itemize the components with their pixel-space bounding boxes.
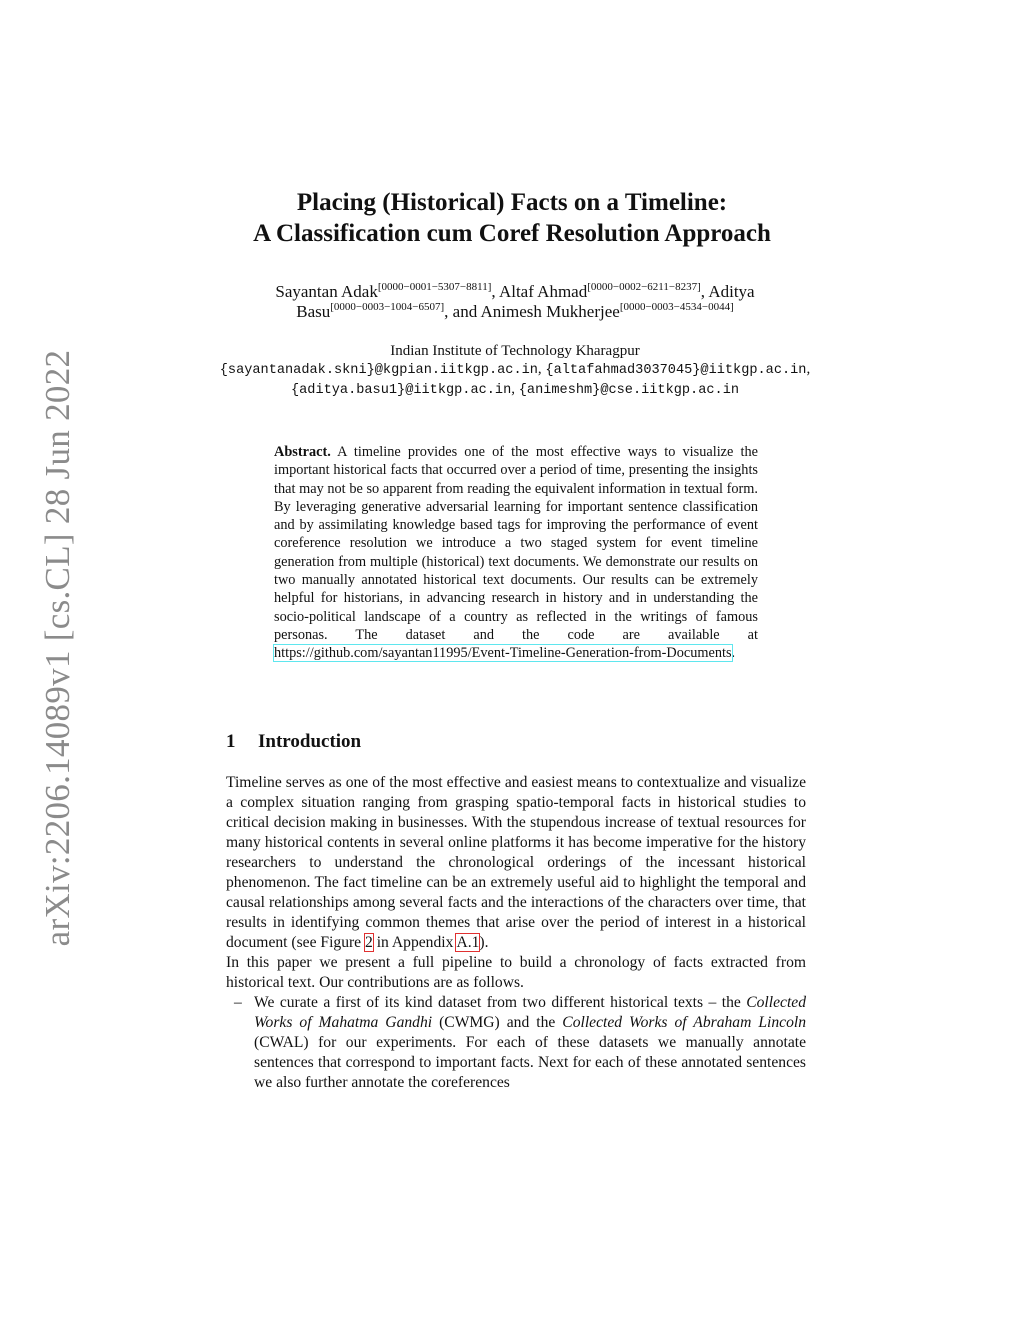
- author-name: Sayantan Adak: [275, 282, 378, 301]
- author-orcid: [0000−0003−1004−6507]: [330, 301, 445, 313]
- title-line-1: Placing (Historical) Facts on a Timeline:: [296, 189, 728, 216]
- section-title: Introduction: [258, 731, 362, 752]
- abstract-text: A timeline provides one of the most effective ways to visualize the important historical facts that occurred over a period of time, presenting the insights that may not be so apparent from reading the equivalent information in textual form. By leveraging generative adversarial learning for important sentence classification and by assimilating knowledge based tags for improving the performance of event coreference resolution we introduce a two staged system for event timeline generation from multiple (historical) text documents. We demonstrate our results on two manually annotated historical text documents. Our results can be extremely helpful for historians, in advancing research in history and in understanding the socio-political landscape of a country as reflected in the writings of famous personas. The dataset and the code are available at: [274, 444, 758, 643]
- email: {sayantanadak.skni}@kgpian.iitkgp.ac.in: [219, 363, 538, 378]
- introduction-body: [226, 773, 806, 1093]
- email-line-2: {aditya.basu1}@iitkgp.ac.in, {animeshm}@cse.iitkgp.ac.in: [290, 381, 740, 398]
- author-name: Animesh Mukherjee: [480, 302, 620, 321]
- figure-reference[interactable]: 2: [365, 934, 373, 951]
- author-name: Altaf Ahmad: [498, 282, 588, 301]
- section-heading: [226, 731, 361, 753]
- email-line-1: {sayantanadak.skni}@kgpian.iitkgp.ac.in, {altafahmad3037045}@iitkgp.ac.in,: [219, 361, 811, 378]
- section-number: 1: [226, 731, 236, 752]
- contribution-item: [226, 993, 806, 1093]
- book-title: Collected Works of Abraham Lincoln: [562, 1014, 806, 1031]
- bullet-dash: –: [234, 994, 242, 1011]
- bullet-text: We curate a first of its kind dataset from two different historical texts – the: [254, 994, 741, 1011]
- author-list: Sayantan Adak[0000−0001−5307−8811], Altaf Ahmad[0000−0002−6211−8237], Aditya Basu[0000−0003−1004−6507], and Animesh Mukherjee[0000−0003−4534−0044]: [275, 281, 755, 321]
- bullet-text: (CWAL) for our experiments. For each of these datasets we manually annotate sentences that correspond to important facts. Next for each of these annotated sentences we also further annotate the coreferences: [254, 1034, 806, 1091]
- intro-text: in Appendix: [376, 934, 454, 951]
- title-line-2: A Classification cum Coref Resolution Approach: [253, 220, 771, 247]
- institute-name: Indian Institute of Technology Kharagpur: [390, 343, 640, 359]
- intro-paragraph-1: Timeline serves as one of the most effective and easiest means to contextualize and visualize a complex situation ranging from grasping spatio-temporal facts in historical studies to critical decision making in businesses. With the stupendous increase of textual resources for many historical contents in several online platforms it has become imperative for the history researchers to understand the chronological orderings of the incessant historical phenomenon. The fact timeline can be an extremely useful aid to highlight the temporal and causal relationships among several facts and the interactions of the characters over time, that results in identifying common themes that arise over the period of interest in a historical document (see Figure 2 in Appendix A.1).: [226, 774, 806, 951]
- email: {animeshm}@cse.iitkgp.ac.in: [518, 383, 740, 398]
- affiliation: [160, 342, 870, 400]
- bullet-text: (CWMG) and the: [439, 1014, 556, 1031]
- paper-title: [0, 187, 1024, 249]
- email: {altafahmad3037045}@iitkgp.ac.in: [545, 363, 807, 378]
- code-link[interactable]: https://github.com/sayantan11995/Event-Timeline-Generation-from-Documents: [274, 645, 732, 662]
- author-orcid: [0000−0001−5307−8811]: [377, 281, 492, 293]
- arxiv-identifier: arXiv:2206.14089v1 [cs.CL] 28 Jun 2022: [38, 349, 77, 947]
- abstract: Abstract. A timeline provides one of the most effective ways to visualize the important historical facts that occurred over a period of time, presenting the insights that may not be so apparent from reading the equivalent information in textual form. By leveraging generative adversarial learning for important sentence classification and by assimilating knowledge based tags for improving the performance of event coreference resolution we introduce a two staged system for event timeline generation from multiple (historical) text documents. We demonstrate our results on two manually annotated historical text documents. Our results can be extremely helpful for historians, in advancing research in history and in understanding the socio-political landscape of a country as reflected in the writings of famous personas. The dataset and the code are available at https://github.com/sayantan11995/Event-Timeline-Generation-from-Documents.: [274, 444, 758, 662]
- author-name: Aditya Basu: [296, 282, 755, 321]
- intro-paragraph-2: In this paper we present a full pipeline to build a chronology of facts extracted from historical text. Our contributions are as follows.: [226, 954, 806, 991]
- book-title: Collected Works of Mahatma Gandhi: [254, 994, 806, 1031]
- abstract-label: Abstract.: [274, 444, 331, 460]
- author-orcid: [0000−0003−4534−0044]: [619, 301, 734, 313]
- appendix-reference[interactable]: A.1: [456, 934, 480, 951]
- author-orcid: [0000−0002−6211−8237]: [587, 281, 701, 293]
- email: {aditya.basu1}@iitkgp.ac.in: [290, 383, 512, 398]
- intro-text: Timeline serves as one of the most effective and easiest means to contextualize and visualize a complex situation ranging from grasping spatio-temporal facts in historical studies to critical decision making in businesses. With the stupendous increase of textual resources for many historical contents in several online platforms it has become imperative for the history researchers to understand the chronological orderings of the incessant historical phenomenon. The fact timeline can be an extremely useful aid to highlight the temporal and causal relationships among several facts and the interactions of the characters over time, that results in identifying common themes that arise over the period of interest in a historical document (see Figure: [226, 774, 806, 951]
